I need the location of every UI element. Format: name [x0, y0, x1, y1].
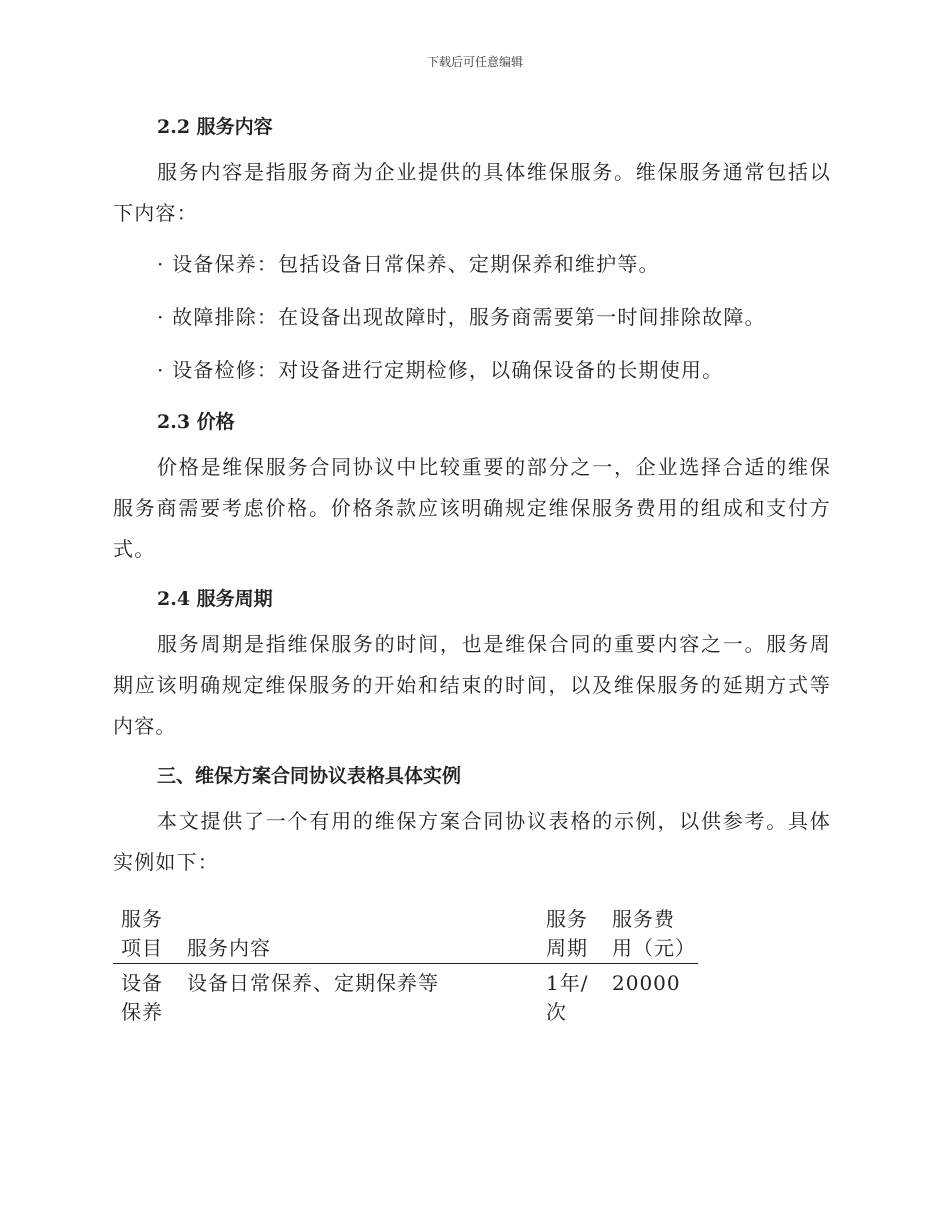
- column-header-item: 服务项目: [121, 907, 163, 960]
- cell-content: 设备日常保养、定期保养等: [187, 971, 439, 995]
- column-header-fee: 服务费用（元）: [612, 907, 696, 960]
- document-body: [113, 108, 831, 1027]
- table-header-row: [113, 905, 698, 964]
- bullet-equipment-maintenance: · 设备保养：包括设备日常保养、定期保养和维护等。: [157, 252, 660, 276]
- column-header-content: 服务内容: [187, 936, 271, 960]
- page-header: 下载后可任意编辑: [426, 55, 523, 69]
- bullet-troubleshooting: · 故障排除：在设备出现故障时，服务商需要第一时间排除故障。: [157, 305, 766, 329]
- section-heading-2-2: 2.2 服务内容: [157, 116, 273, 138]
- paragraph-price: 价格是维保服务合同协议中比较重要的部分之一，企业选择合适的维保服务商需要考虑价格。价格条款应该明确规定维保服务费用的组成和支付方式。: [113, 455, 831, 561]
- paragraph-service-content: 服务内容是指服务商为企业提供的具体维保服务。维保服务通常包括以下内容：: [113, 160, 831, 225]
- contract-table: [113, 905, 698, 1027]
- section-heading-3: 三、维保方案合同协议表格具体实例: [157, 765, 462, 787]
- section-heading-2-3: 2.3 价格: [157, 411, 235, 433]
- table-row: [113, 964, 698, 1028]
- paragraph-example-intro: 本文提供了一个有用的维保方案合同协议表格的示例，以供参考。具体实例如下：: [113, 809, 831, 874]
- cell-item: 设备保养: [121, 971, 163, 1024]
- cell-fee: 20000: [612, 971, 681, 995]
- column-header-period: 服务周期: [546, 907, 588, 960]
- bullet-equipment-overhaul: · 设备检修：对设备进行定期检修，以确保设备的长期使用。: [157, 358, 724, 382]
- contract-table-wrapper: [113, 905, 831, 1027]
- cell-period: 1年/次: [546, 971, 589, 1024]
- paragraph-service-period: 服务周期是指维保服务的时间，也是维保合同的重要内容之一。服务周期应该明确规定维保服务的开始和结束的时间，以及维保服务的延期方式等内容。: [113, 632, 831, 738]
- section-heading-2-4: 2.4 服务周期: [157, 588, 273, 610]
